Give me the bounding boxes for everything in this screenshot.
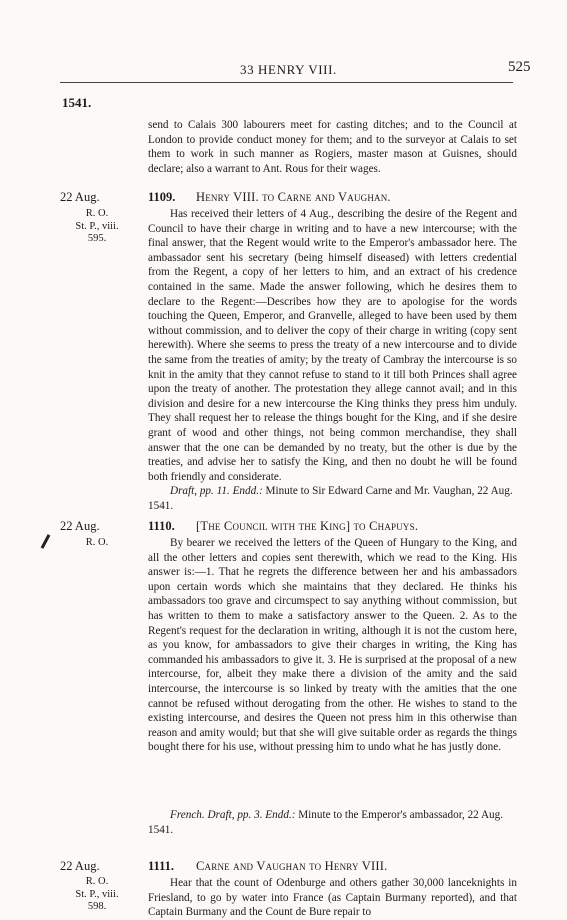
source-reference: R. O. St. P., viii. 595. bbox=[75, 208, 119, 244]
entry-number: 1110. bbox=[148, 519, 175, 533]
source-reference: R. O. bbox=[85, 537, 109, 548]
running-header: 33 HENRY VIII. bbox=[240, 62, 337, 77]
entry-body: Has received their letters of 4 Aug., describing the desire of the Regent and Council to have their charge in writing and to have a new intercourse; with the final answer, that the Regent would write to the Emperor's ambassador here. The ambassador sent his secretary (being himself diseased) with letters credential from the Regent, a copy of her letters to him, and an extract of his credence contained in the same. Made the answer following, which he desires them to declare to the Regent:—Describes how they are to apologise for the words touching the Queen, Emperor, and Granvelle, alleged to have been used by them without commission, and to deliver the copy of their charge in writing (copy sent herewith). Where she seems to press the treaty of a new intercourse and to divide the same from the treaties of amity; by the treaty of Cambray the intercourse is so knit in the amity that they cannot refuse to stand to it till both Princes shall agree upon the treaty of another. The protestation they allege cannot avail; and in this division and desire for a new intercourse the King thinks they press him unduly. They shall request her to release the things bought for the King, and if she desire grant of wood and other things, not being common merchandise, they shall answer that the one can be demanded by no treaty, but the other is due by the treaties, and advise her to satisfy the King, and then no doubt he will be found both friendly and considerate. bbox=[148, 208, 517, 483]
entry-title: [The Council with the King] to Chapuys. bbox=[196, 519, 419, 533]
entry-title: Henry VIII. to Carne and Vaughan. bbox=[196, 190, 391, 204]
year-marker: 1541. bbox=[62, 95, 92, 110]
source-reference: R. O. St. P., viii. 598. bbox=[75, 876, 119, 912]
continuation-paragraph: send to Calais 300 labourers meet for casting ditches; and to the Council at London to provide conduct money for them; and to the surveyor at Calais to set them to work in such manner as Rogiers, master mason at Guisnes, should declare; also a warrant to Ant. Rous for their wages. bbox=[148, 119, 517, 175]
endorsement-note: French. Draft, pp. 3. Endd.: Minute to the Emperor's ambassador, 22 Aug. 1541. bbox=[148, 809, 504, 836]
page-number: 525 bbox=[508, 59, 531, 75]
entry-number: 1109. bbox=[148, 190, 176, 204]
entry-title: Carne and Vaughan to Henry VIII. bbox=[196, 859, 388, 873]
entry-date: 22 Aug. bbox=[60, 859, 100, 873]
endorsement-note: Draft, pp. 11. Endd.: Minute to Sir Edward Carne and Mr. Vaughan, 22 Aug. 1541. bbox=[148, 485, 513, 512]
entry-body: Hear that the count of Odenburge and others gather 30,000 lanceknights in Friesland, to go by water into France (as Captain Burmany reported), and that Captain Burmany and the Count de Bure repair to bbox=[148, 877, 517, 919]
entry-date: 22 Aug. bbox=[60, 519, 100, 533]
margin-tick-mark bbox=[41, 534, 51, 549]
entry-body: By bearer we received the letters of the Queen of Hungary to the King, and all the other letters and copies sent therewith, which we read to the King. His answer is:—1. That he regrets the difference between her and his ambassadors upon certain words which she maintains that they declared. He thinks his ambassadors too grave and circumspect to say anything without commission, but has written to them to make a satisfactory answer to the Queen. 2. As to the Regent's request for the declaration in writing, although it is not the custom here, as you know, for ambassadors to give their charges in writing, the King has commanded his ambassadors to give it. 3. He is surprised at the proposal of a new intercourse, for, albeit they make there a division of the amity and the said intercourse, the intercourse is so linked by treaty with the amities that the one cannot be refused without derogating from the other. He wishes to stand to the existing intercourse, and desires the Queen not press him in this otherwise than reason and amity would; but that she will give suitable order as regards the things bought there for his use, without pressing him to undo what he has justly done. bbox=[148, 537, 517, 754]
entry-date: 22 Aug. bbox=[60, 190, 100, 204]
entry-number: 1111. bbox=[148, 859, 175, 873]
header-rule bbox=[60, 82, 513, 83]
